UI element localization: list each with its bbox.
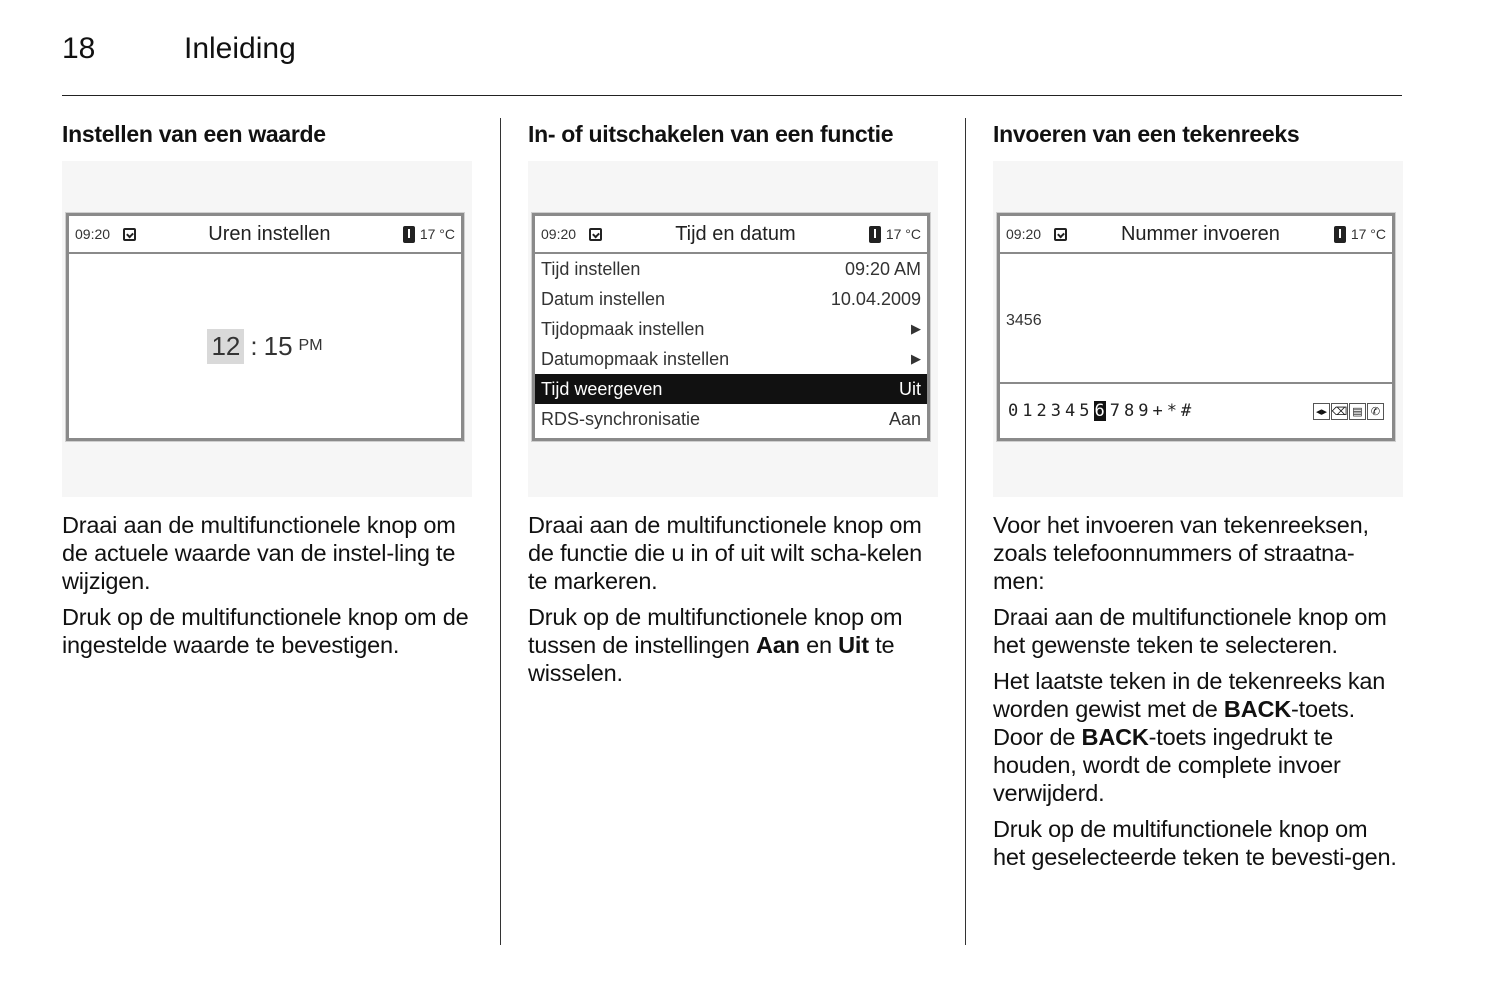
hour-value[interactable]: 12 (207, 329, 244, 364)
temperature: 17 °C (885, 226, 921, 242)
menu-item-value: Uit (899, 378, 921, 399)
paragraph: Draai aan de multifunctionele knop om de actuele waarde van de instel-ling te wijzigen. (62, 512, 456, 594)
option-aan: Aan (755, 632, 800, 658)
header-rule (62, 95, 1402, 96)
char-key[interactable]: 2 (1036, 401, 1047, 421)
clock-icon (123, 228, 136, 241)
menu-item-label: Tijd weergeven (541, 378, 663, 399)
menu-item-rds-synchronisatie[interactable] (535, 404, 927, 434)
thermometer-icon (1334, 226, 1346, 243)
menu-item-label: Datumopmaak instellen (541, 348, 730, 369)
paragraph: Het laatste teken in de tekenreeks kan worden gewist met de BACK-toets. Door de BACK-toets ingedrukt te houden, wordt de complete invoer verwijderd. (993, 668, 1386, 806)
char-key[interactable]: 7 (1109, 401, 1120, 421)
char-key[interactable]: 9 (1138, 401, 1149, 421)
char-key[interactable]: 5 (1079, 401, 1090, 421)
column-divider (500, 118, 501, 945)
clock-icon (589, 228, 602, 241)
thermometer-icon (869, 226, 881, 243)
status-bar (69, 216, 461, 254)
section-heading: In- of uitschakelen van een functie (528, 121, 894, 147)
menu-item-value: Aan (888, 408, 921, 429)
column-divider (965, 118, 966, 945)
temperature: 17 °C (1350, 226, 1386, 242)
display-figure (528, 161, 938, 497)
minute-value: 15 (263, 330, 293, 361)
char-key-selected[interactable]: 6 (1094, 401, 1105, 421)
char-key[interactable]: + (1152, 401, 1163, 421)
back-key-label: BACK (1081, 724, 1149, 750)
ampm-indicator: PM (298, 337, 323, 354)
clock-time: 09:20 (75, 226, 111, 242)
menu-item-value: 09:20 AM (844, 258, 921, 279)
menu-item-tijd-weergeven[interactable] (535, 374, 927, 404)
menu-item-label: RDS-synchronisatie (541, 408, 701, 429)
char-key[interactable]: 3 (1050, 401, 1061, 421)
menu-item-value: 10.04.2009 (830, 288, 921, 309)
paragraph: Druk op de multifunctionele knop om het geselecteerde teken te bevesti-gen. (993, 816, 1397, 870)
section-body (993, 511, 1403, 871)
column-toggle-function (528, 118, 938, 695)
option-uit: Uit (838, 632, 869, 658)
menu-item-label: Tijd instellen (541, 258, 641, 279)
chapter-title: Inleiding (184, 32, 296, 65)
paragraph: Druk op de multifunctionele knop om de ingestelde waarde te bevestigen. (62, 604, 469, 658)
chevron-right-icon: ▶ (911, 351, 921, 366)
char-key[interactable]: # (1181, 401, 1192, 421)
display-figure (62, 161, 472, 497)
cursor-move-icon[interactable]: ◂▸ (1313, 403, 1330, 420)
character-list (1008, 401, 1191, 421)
section-heading: Invoeren van een tekenreeks (993, 121, 1300, 147)
paragraph: Draai aan de multifunctionele knop om het gewenste teken te selecteren. (993, 604, 1387, 658)
clock-time: 09:20 (1006, 226, 1042, 242)
temperature: 17 °C (419, 226, 455, 242)
number-entry-field[interactable]: 3456 (1006, 312, 1042, 329)
paragraph: Druk op de multifunctionele knop om tussen de instellingen Aan en Uit te wisselen. (528, 604, 903, 686)
column-enter-string (993, 118, 1403, 879)
char-key[interactable]: 0 (1008, 401, 1019, 421)
time-value-editor (69, 254, 461, 438)
paragraph: Voor het invoeren van tekenreeksen, zoals telefoonnummers of straatna-men: (993, 512, 1369, 594)
section-heading: Instellen van een waarde (62, 121, 326, 147)
paragraph: Draai aan de multifunctionele knop om de functie die u in of uit wilt scha-kelen te markeren. (528, 512, 922, 594)
time-separator: : (250, 330, 258, 361)
char-key[interactable]: 4 (1065, 401, 1076, 421)
char-key[interactable]: 8 (1124, 401, 1135, 421)
menu-item-label: Datum instellen (541, 288, 666, 309)
display-screen (66, 213, 464, 441)
character-selector (1000, 382, 1392, 438)
chevron-right-icon: ▶ (911, 321, 921, 336)
screen-title: Nummer invoeren (1120, 222, 1280, 245)
menu-item-label: Tijdopmaak instellen (541, 318, 705, 339)
display-screen (997, 213, 1395, 441)
char-key[interactable]: * (1166, 401, 1177, 421)
thermometer-icon (403, 226, 415, 243)
phone-icon[interactable]: ✆ (1367, 403, 1384, 420)
column-set-value (62, 118, 472, 667)
status-bar (1000, 216, 1392, 254)
section-body (528, 511, 938, 687)
display-screen (532, 213, 930, 441)
phonebook-icon[interactable]: ▤ (1349, 403, 1366, 420)
menu-item-tijd-instellen[interactable] (535, 254, 927, 284)
action-buttons (1313, 403, 1384, 420)
section-body (62, 511, 472, 659)
menu-item-datum-instellen[interactable] (535, 284, 927, 314)
char-key[interactable]: 1 (1022, 401, 1033, 421)
clock-time: 09:20 (541, 226, 577, 242)
menu-item-datumopmaak[interactable] (535, 344, 927, 374)
menu-item-tijdopmaak[interactable] (535, 314, 927, 344)
screen-title: Tijd en datum (675, 222, 796, 245)
display-figure (993, 161, 1403, 497)
clock-icon (1054, 228, 1067, 241)
back-key-label: BACK (1223, 696, 1292, 722)
backspace-icon[interactable]: ⌫ (1331, 403, 1348, 420)
status-bar (535, 216, 927, 254)
screen-title: Uren instellen (208, 222, 331, 245)
page-number: 18 (62, 32, 96, 65)
